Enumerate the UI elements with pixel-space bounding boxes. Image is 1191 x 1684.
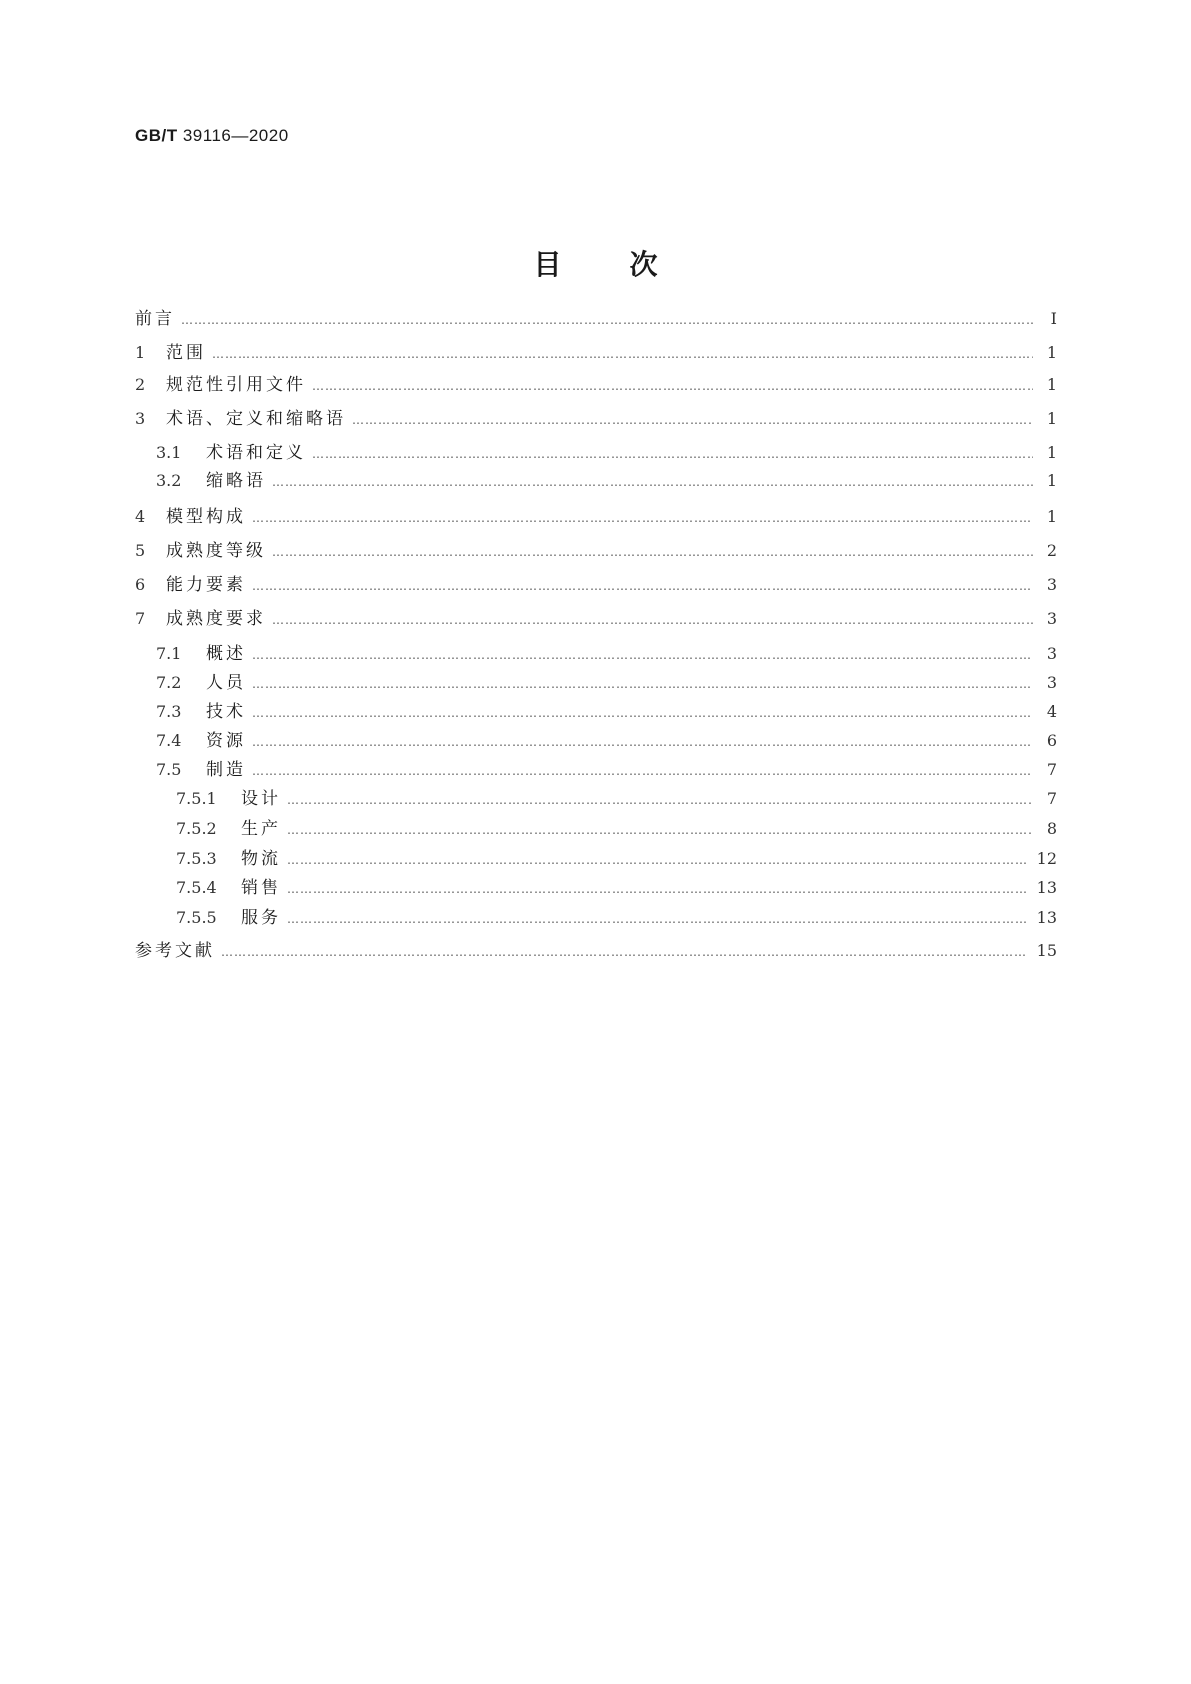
- toc-entry-label: 术语和定义: [206, 443, 306, 463]
- toc-dot-leader: [252, 760, 1033, 782]
- toc-dot-leader: [272, 541, 1033, 563]
- toc-entry-number: 7.5.4: [176, 878, 217, 897]
- standard-code-number: 39116—2020: [182, 126, 289, 145]
- toc-entry[interactable]: [135, 470, 1057, 492]
- toc-entry-number: 7.5: [156, 760, 182, 779]
- toc-entry-label: 规范性引用文件: [166, 375, 306, 395]
- toc-entry[interactable]: [135, 342, 1057, 364]
- toc-entry-label: 成熟度要求: [166, 609, 266, 629]
- toc-dot-leader: [287, 789, 1033, 811]
- toc-entry-page: 1: [1046, 443, 1057, 462]
- toc-dot-leader: [221, 941, 1027, 963]
- standard-code: [135, 126, 289, 146]
- toc-dot-leader: [252, 673, 1033, 695]
- toc-dot-leader: [287, 819, 1033, 841]
- toc-entry-number: 7.5.3: [176, 849, 217, 868]
- toc-entry[interactable]: [135, 442, 1057, 464]
- standard-code-prefix: GB/T: [135, 126, 178, 145]
- toc-entry[interactable]: [135, 701, 1057, 723]
- toc-dot-leader: [287, 849, 1027, 871]
- toc-entry-page: 1: [1046, 409, 1057, 428]
- toc-entry-label: 术语、定义和缩略语: [166, 409, 346, 429]
- toc-dot-leader: [352, 409, 1033, 431]
- toc-entry[interactable]: [135, 308, 1057, 330]
- toc-entry-label: 模型构成: [166, 507, 246, 527]
- toc-dot-leader: [252, 575, 1033, 597]
- toc-entry-number: 7.1: [156, 644, 182, 663]
- toc-entry-number: 7.5.1: [176, 789, 217, 808]
- toc-entry-page: 1: [1046, 471, 1057, 490]
- toc-entry-label: 能力要素: [166, 575, 246, 595]
- toc-entry-page: 1: [1046, 507, 1057, 526]
- toc-entry-label: 资源: [206, 731, 246, 751]
- toc-entry-number: 3.1: [156, 443, 182, 462]
- toc-entry-label: 参考文献: [135, 941, 215, 961]
- toc-entry[interactable]: [135, 907, 1057, 929]
- toc-entry-label: 缩略语: [206, 471, 266, 491]
- toc-entry-number: 7.4: [156, 731, 182, 750]
- toc-entry-label: 设计: [241, 789, 281, 809]
- toc-entry-number: 7.2: [156, 673, 182, 692]
- toc-dot-leader: [252, 507, 1033, 529]
- toc-entry-page: 7: [1046, 789, 1057, 808]
- toc-entry[interactable]: [135, 788, 1057, 810]
- toc-entry-label: 范围: [166, 343, 206, 363]
- toc-entry-label: 销售: [241, 878, 281, 898]
- toc-entry[interactable]: [135, 818, 1057, 840]
- toc-entry[interactable]: [135, 574, 1057, 596]
- toc-entry-label: 前言: [135, 309, 175, 329]
- toc-entry-label: 物流: [241, 849, 281, 869]
- toc-entry-page: 3: [1046, 673, 1057, 692]
- toc-entry-number: 2: [135, 375, 146, 394]
- toc-title: 目次: [533, 247, 726, 281]
- toc-entry-page: 13: [1036, 878, 1057, 897]
- toc-entry-number: 1: [135, 343, 146, 362]
- toc-entry-label: 生产: [241, 819, 281, 839]
- toc-entry[interactable]: [135, 877, 1057, 899]
- toc-entry-number: 4: [135, 507, 146, 526]
- toc-entry[interactable]: [135, 759, 1057, 781]
- toc-entry-page: 1: [1046, 375, 1057, 394]
- toc-dot-leader: [181, 309, 1033, 331]
- toc-entry[interactable]: [135, 540, 1057, 562]
- toc-entry-number: 7: [135, 609, 146, 628]
- toc-entry-number: 3: [135, 409, 146, 428]
- toc-entry-number: 6: [135, 575, 146, 594]
- toc-entry-page: 3: [1046, 575, 1057, 594]
- toc-entry[interactable]: [135, 506, 1057, 528]
- toc-entry-page: 3: [1046, 609, 1057, 628]
- toc-dot-leader: [287, 908, 1027, 930]
- toc-entry-number: 7.5.5: [176, 908, 217, 927]
- toc-entry[interactable]: [135, 374, 1057, 396]
- toc-dot-leader: [272, 471, 1033, 493]
- toc-entry[interactable]: [135, 608, 1057, 630]
- toc-dot-leader: [312, 443, 1033, 465]
- toc-dot-leader: [287, 878, 1027, 900]
- toc-entry-number: 7.3: [156, 702, 182, 721]
- toc-dot-leader: [272, 609, 1033, 631]
- toc-entry-label: 人员: [206, 673, 246, 693]
- toc-dot-leader: [312, 375, 1033, 397]
- toc-entry-number: 3.2: [156, 471, 182, 490]
- toc-entry-page: 2: [1046, 541, 1057, 560]
- toc-entry-page: 12: [1036, 849, 1057, 868]
- toc-entry-page: Ⅰ: [1050, 309, 1057, 328]
- toc-entry[interactable]: [135, 643, 1057, 665]
- toc-entry[interactable]: [135, 730, 1057, 752]
- toc-entry-page: 4: [1046, 702, 1057, 721]
- toc-entry-page: 3: [1046, 644, 1057, 663]
- toc-entry-page: 7: [1046, 760, 1057, 779]
- toc-entry[interactable]: [135, 940, 1057, 962]
- toc-entry-label: 服务: [241, 908, 281, 928]
- toc-entry-label: 技术: [206, 702, 246, 722]
- toc-dot-leader: [212, 343, 1033, 365]
- toc-entry-page: 6: [1046, 731, 1057, 750]
- toc-entry-label: 概述: [206, 644, 246, 664]
- toc-entry-number: 5: [135, 541, 146, 560]
- toc-entry[interactable]: [135, 672, 1057, 694]
- toc-entry-number: 7.5.2: [176, 819, 217, 838]
- toc-entry-page: 1: [1046, 343, 1057, 362]
- toc-dot-leader: [252, 644, 1033, 666]
- toc-entry-label: 成熟度等级: [166, 541, 266, 561]
- toc-dot-leader: [252, 731, 1033, 753]
- toc-entry-page: 8: [1046, 819, 1057, 838]
- toc-entry-page: 13: [1036, 908, 1057, 927]
- toc-entry-page: 15: [1036, 941, 1057, 960]
- toc-dot-leader: [252, 702, 1033, 724]
- toc-entry[interactable]: [135, 408, 1057, 430]
- toc-entry-label: 制造: [206, 760, 246, 780]
- toc-entry[interactable]: [135, 848, 1057, 870]
